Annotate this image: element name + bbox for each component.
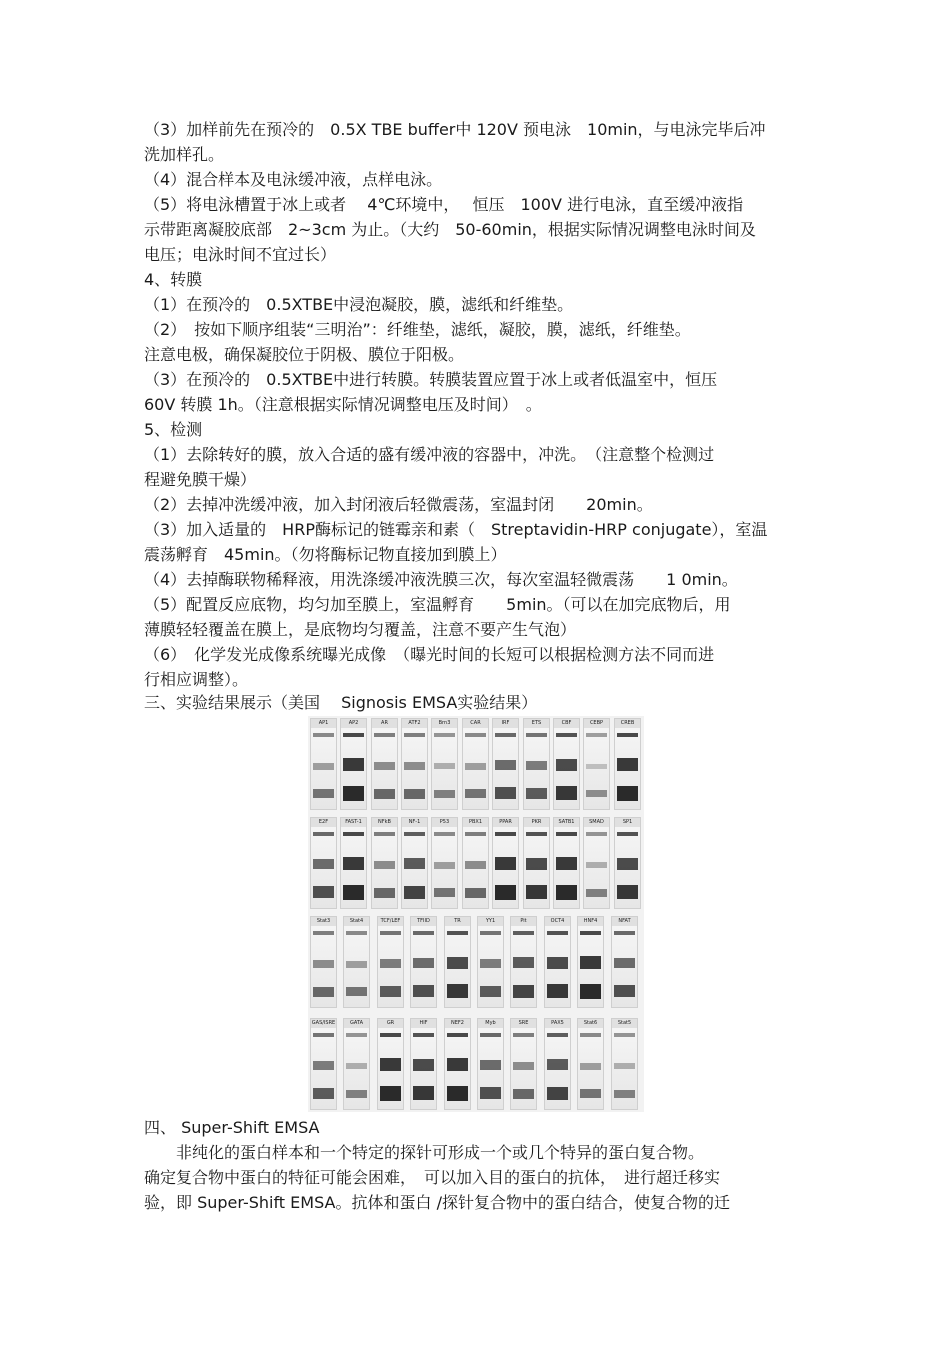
lane-label: HIF — [411, 1019, 436, 1028]
gel-lane — [401, 817, 428, 909]
lane-label: PBX1 — [463, 818, 488, 827]
lane-label: PKR — [524, 818, 549, 827]
lane-label: TR — [445, 917, 470, 926]
gel-band — [313, 859, 334, 869]
lane-label: Stat3 — [311, 917, 336, 926]
lane-label: TCF/LEF — [378, 917, 403, 926]
gel-band — [547, 1087, 568, 1100]
gel-band — [465, 888, 486, 898]
gel-band — [547, 957, 568, 969]
lane-label: CBF — [554, 719, 579, 728]
lane-label: PPAR — [493, 818, 518, 827]
gel-band — [447, 984, 468, 998]
gel-band — [346, 961, 367, 968]
text-line: （5）配置反应底物，均匀加至膜上，室温孵育 5min。（可以在加完底物后，用 — [144, 595, 731, 614]
gel-band — [434, 733, 455, 737]
gel-band — [617, 858, 638, 870]
lane-label: Stat5 — [612, 1019, 637, 1028]
lane-label: SRE — [511, 1019, 536, 1028]
gel-band — [374, 832, 395, 836]
lane-label: SATB1 — [554, 818, 579, 827]
gel-band — [580, 931, 601, 935]
gel-band — [404, 789, 425, 799]
gel-band — [465, 733, 486, 737]
gel-lane — [614, 718, 641, 810]
text-line: 注意电极，确保凝胶位于阴极、膜位于阳极。 — [144, 345, 465, 364]
gel-band — [513, 1062, 534, 1070]
gel-band — [614, 1090, 635, 1098]
gel-band — [480, 959, 501, 968]
gel-band — [447, 1058, 468, 1071]
gel-band — [617, 786, 638, 801]
gel-lane — [583, 718, 610, 810]
lane-label: NEF2 — [445, 1019, 470, 1028]
text-line: 行相应调整）。 — [144, 670, 249, 689]
text-line: 60V 转膜 1h。（注意根据实际情况调整电压及时间） 。 — [144, 395, 542, 414]
gel-band — [380, 959, 401, 968]
gel-lane — [510, 1018, 537, 1110]
gel-band — [313, 987, 334, 997]
gel-band — [495, 832, 516, 836]
lane-label: ATF2 — [402, 719, 427, 728]
text-line: （5）将电泳槽置于冰上或者 4℃环境中， 恒压 100V 进行电泳，直至缓冲液指 — [144, 195, 744, 214]
gel-band — [447, 931, 468, 935]
gel-band — [480, 986, 501, 997]
lane-label: TFIID — [411, 917, 436, 926]
lane-label: NFAT — [612, 917, 637, 926]
gel-band — [614, 1033, 635, 1037]
gel-lane — [340, 718, 367, 810]
gel-band — [547, 984, 568, 998]
gel-band — [495, 885, 516, 900]
gel-band — [526, 885, 547, 899]
gel-band — [614, 931, 635, 935]
gel-band — [404, 762, 425, 770]
section-heading: 三、实验结果展示（美国 Signosis EMSA实验结果） — [144, 693, 538, 712]
lane-label: NF-1 — [402, 818, 427, 827]
gel-lane — [544, 916, 571, 1008]
lane-label: Stat6 — [578, 1019, 603, 1028]
gel-lane — [431, 817, 458, 909]
text-line: （4）混合样本及电泳缓冲液，点样电泳。 — [144, 170, 443, 189]
gel-band — [313, 886, 334, 898]
gel-band — [413, 985, 434, 997]
text-line: （2）去掉冲洗缓冲液，加入封闭液后轻微震荡，室温封闭 20min。 — [144, 495, 653, 514]
gel-lane — [377, 916, 404, 1008]
gel-band — [313, 960, 334, 968]
lane-label: AR — [372, 719, 397, 728]
gel-band — [513, 957, 534, 968]
gel-band — [526, 832, 547, 836]
gel-lane — [510, 916, 537, 1008]
gel-lane — [553, 817, 580, 909]
gel-band — [380, 1058, 401, 1071]
gel-band — [380, 986, 401, 997]
gel-band — [447, 1033, 468, 1037]
gel-band — [465, 763, 486, 770]
gel-band — [313, 789, 334, 798]
lane-label: OCT4 — [545, 917, 570, 926]
text-line: 薄膜轻轻覆盖在膜上，是底物均匀覆盖，注意不要产生气泡） — [144, 620, 577, 639]
text-line: 示带距离凝胶底部 2~3cm 为止。（大约 50-60min，根据实际情况调整电泳时间及 — [144, 220, 756, 239]
lane-label: SP1 — [615, 818, 640, 827]
gel-band — [547, 1033, 568, 1037]
gel-lane — [523, 718, 550, 810]
text-line: （6） 化学发光成像系统曝光成像 （曝光时间的长短可以根据检测方法不同而进 — [144, 645, 715, 664]
gel-lane — [310, 718, 337, 810]
gel-band — [465, 861, 486, 869]
gel-band — [343, 758, 364, 771]
gel-band — [556, 857, 577, 870]
gel-band — [447, 1086, 468, 1101]
gel-band — [374, 861, 395, 869]
text-line: （3）在预冷的 0.5XTBE中进行转膜。转膜装置应置于冰上或者低温室中，恒压 — [144, 370, 718, 389]
gel-band — [495, 787, 516, 799]
lane-label: Pit — [511, 917, 536, 926]
gel-row — [308, 1018, 644, 1110]
gel-lane — [310, 1018, 337, 1110]
gel-lane — [577, 916, 604, 1008]
gel-band — [404, 832, 425, 836]
text-line: 程避免膜干燥） — [144, 470, 257, 489]
lane-label: CEBP — [584, 719, 609, 728]
gel-lane — [553, 718, 580, 810]
gel-lane — [371, 718, 398, 810]
gel-band — [513, 931, 534, 935]
text-line: （1）去除转好的膜，放入合适的盛有缓冲液的容器中，冲洗。 （注意整个检测过 — [144, 445, 715, 464]
text-line: 非纯化的蛋白样本和一个特定的探针可形成一个或几个特异的蛋白复合物。 — [144, 1143, 705, 1162]
section-heading: 4、转膜 — [144, 270, 203, 289]
gel-lane — [377, 1018, 404, 1110]
gel-band — [380, 931, 401, 935]
gel-band — [513, 985, 534, 998]
gel-band — [313, 1061, 334, 1070]
gel-lane — [410, 916, 437, 1008]
gel-band — [617, 758, 638, 771]
gel-lane — [611, 1018, 638, 1110]
text-line: （4）去掉酶联物稀释液，用洗涤缓冲液洗膜三次，每次室温轻微震荡 1 0min。 — [144, 570, 738, 589]
gel-band — [586, 764, 607, 769]
gel-lane — [462, 718, 489, 810]
gel-lane — [410, 1018, 437, 1110]
gel-band — [465, 789, 486, 798]
text-line: （2） 按如下顺序组装“三明治”：纤维垫，滤纸，凝胶，膜，滤纸，纤维垫。 — [144, 320, 691, 339]
gel-lane — [611, 916, 638, 1008]
section-heading: 5、检测 — [144, 420, 203, 439]
gel-band — [580, 1089, 601, 1098]
lane-label: NFkB — [372, 818, 397, 827]
text-line: （3）加入适量的 HRP酶标记的链霉亲和素（ Streptavidin-HRP conjugate），室温 — [144, 520, 768, 539]
lane-label: SMAD — [584, 818, 609, 827]
gel-band — [556, 786, 577, 800]
gel-band — [547, 931, 568, 935]
gel-lane — [340, 817, 367, 909]
gel-band — [313, 1033, 334, 1037]
lane-label: YY1 — [478, 917, 503, 926]
gel-band — [580, 1033, 601, 1037]
gel-lane — [544, 1018, 571, 1110]
gel-band — [513, 1089, 534, 1099]
gel-band — [586, 790, 607, 797]
gel-band — [374, 789, 395, 799]
gel-lane — [477, 916, 504, 1008]
gel-row — [308, 718, 644, 810]
gel-band — [586, 862, 607, 868]
gel-row — [308, 916, 644, 1008]
gel-band — [413, 1059, 434, 1071]
gel-band — [374, 888, 395, 898]
gel-lane — [343, 916, 370, 1008]
lane-label: E2F — [311, 818, 336, 827]
gel-lane — [492, 817, 519, 909]
gel-band — [346, 1033, 367, 1037]
gel-band — [313, 931, 334, 935]
text-line: 震荡孵育 45min。（勿将酶标记物直接加到膜上） — [144, 545, 507, 564]
gel-lane — [577, 1018, 604, 1110]
gel-lane — [583, 817, 610, 909]
gel-band — [580, 984, 601, 999]
gel-band — [526, 858, 547, 870]
gel-band — [556, 832, 577, 836]
gel-band — [556, 759, 577, 771]
gel-row — [308, 817, 644, 909]
gel-lane — [371, 817, 398, 909]
gel-band — [413, 958, 434, 968]
gel-band — [313, 1088, 334, 1099]
gel-band — [526, 733, 547, 737]
text-line: 验，即 Super-Shift EMSA。抗体和蛋白 /探针复合物中的蛋白结合，使复合物的迁 — [144, 1193, 730, 1212]
lane-label: IRF — [493, 719, 518, 728]
gel-band — [614, 1063, 635, 1069]
gel-band — [617, 733, 638, 737]
gel-band — [434, 888, 455, 897]
lane-label: PAX5 — [545, 1019, 570, 1028]
gel-lane — [310, 916, 337, 1008]
gel-band — [413, 1086, 434, 1100]
gel-band — [404, 886, 425, 899]
gel-lane — [444, 916, 471, 1008]
lane-label: FAST-1 — [341, 818, 366, 827]
gel-band — [346, 931, 367, 935]
lane-label: HNF4 — [578, 917, 603, 926]
gel-band — [480, 931, 501, 935]
gel-band — [586, 832, 607, 836]
gel-lane — [477, 1018, 504, 1110]
text-line: 电压；电泳时间不宜过长） — [144, 245, 337, 264]
gel-lane — [462, 817, 489, 909]
gel-band — [556, 733, 577, 737]
gel-band — [526, 788, 547, 799]
gel-band — [343, 733, 364, 737]
lane-label: AP1 — [311, 719, 336, 728]
section-heading-super-shift: 四、 Super-Shift EMSA — [144, 1118, 320, 1137]
gel-band — [465, 832, 486, 836]
gel-band — [343, 857, 364, 870]
gel-lane — [523, 817, 550, 909]
gel-band — [617, 885, 638, 899]
gel-lane — [444, 1018, 471, 1110]
gel-lane — [614, 817, 641, 909]
gel-band — [434, 790, 455, 798]
gel-band — [343, 786, 364, 801]
gel-band — [374, 733, 395, 737]
gel-band — [380, 1086, 401, 1101]
gel-band — [586, 889, 607, 897]
lane-label: GATA — [344, 1019, 369, 1028]
text-line: （3）加样前先在预冷的 0.5X TBE buffer中 120V 预电泳 10min，与电泳完毕后冲 — [144, 120, 766, 139]
gel-lane — [431, 718, 458, 810]
gel-band — [480, 1033, 501, 1037]
gel-band — [313, 763, 334, 770]
gel-band — [580, 1063, 601, 1070]
lane-label: CAR — [463, 719, 488, 728]
gel-band — [480, 1087, 501, 1099]
gel-band — [495, 857, 516, 870]
lane-label: AP2 — [341, 719, 366, 728]
lane-label: P53 — [432, 818, 457, 827]
gel-band — [313, 733, 334, 737]
gel-band — [380, 1033, 401, 1037]
lane-label: GAS/ISRE — [311, 1020, 336, 1026]
gel-band — [617, 832, 638, 836]
lane-label: ETS — [524, 719, 549, 728]
text-line: 洗加样孔。 — [144, 145, 225, 164]
gel-lane — [401, 718, 428, 810]
text-line: 确定复合物中蛋白的特征可能会困难， 可以加入目的蛋白的抗体， 进行超迁移实 — [144, 1168, 721, 1187]
text-line: （1）在预冷的 0.5XTBE中浸泡凝胶，膜，滤纸和纤维垫。 — [144, 295, 574, 314]
gel-band — [547, 1059, 568, 1070]
gel-band — [586, 733, 607, 737]
lane-label: Stat4 — [344, 917, 369, 926]
gel-band — [556, 885, 577, 900]
gel-band — [413, 1033, 434, 1037]
emsa-result-image — [308, 716, 644, 1112]
gel-band — [404, 733, 425, 737]
gel-band — [526, 761, 547, 770]
gel-band — [495, 760, 516, 770]
gel-band — [434, 832, 455, 836]
gel-band — [346, 1063, 367, 1069]
gel-band — [614, 985, 635, 997]
lane-label: Brn3 — [432, 719, 457, 728]
gel-lane — [343, 1018, 370, 1110]
gel-band — [480, 1060, 501, 1070]
gel-band — [346, 1090, 367, 1098]
lane-label: Myb — [478, 1019, 503, 1028]
gel-band — [434, 862, 455, 869]
gel-band — [447, 957, 468, 969]
gel-band — [313, 832, 334, 836]
gel-band — [413, 931, 434, 935]
gel-band — [404, 858, 425, 869]
gel-band — [495, 733, 516, 737]
gel-lane — [492, 718, 519, 810]
gel-band — [614, 958, 635, 968]
gel-band — [374, 762, 395, 770]
gel-band — [434, 763, 455, 769]
gel-band — [343, 832, 364, 836]
gel-lane — [310, 817, 337, 909]
lane-label: CREB — [615, 719, 640, 728]
gel-band — [343, 885, 364, 900]
gel-band — [346, 987, 367, 996]
lane-label: GR — [378, 1019, 403, 1028]
gel-band — [580, 956, 601, 969]
gel-band — [513, 1033, 534, 1037]
